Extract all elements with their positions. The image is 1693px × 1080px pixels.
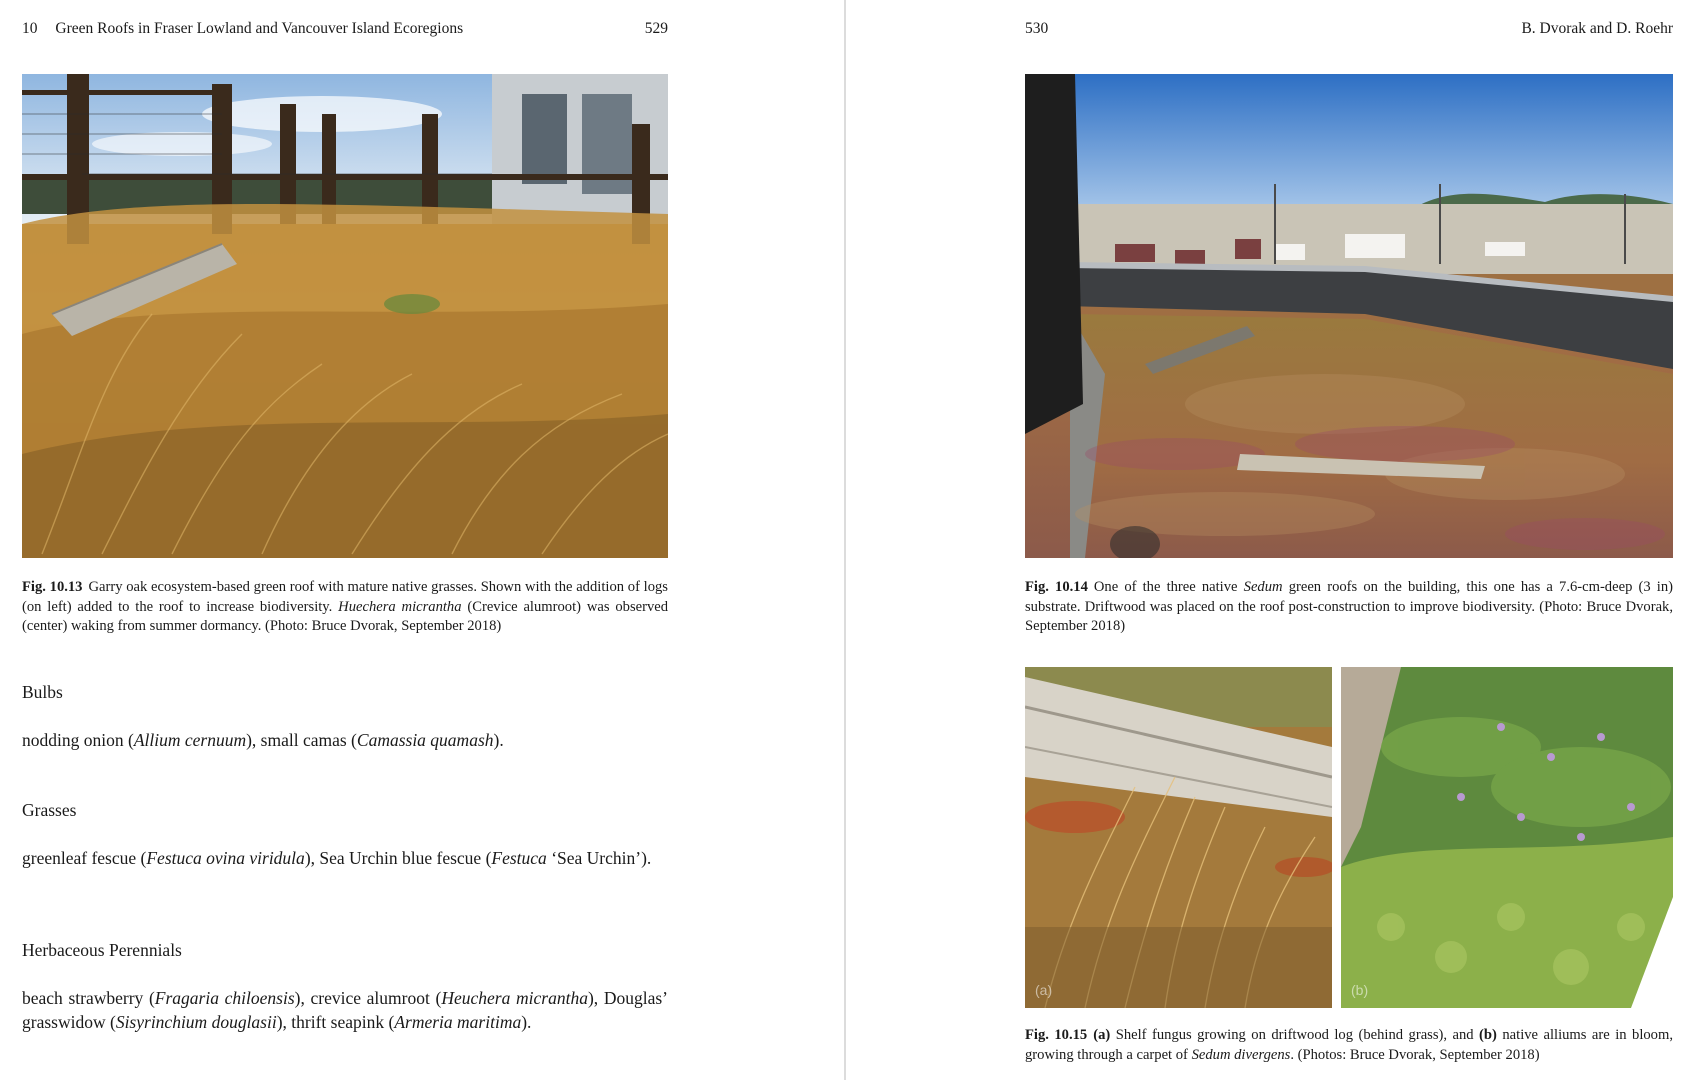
figure-10-15b-photo	[1341, 667, 1673, 1008]
panel-b-tag: (b)	[1351, 982, 1369, 998]
figure-10-14-photo	[1025, 74, 1673, 558]
left-page	[22, 0, 668, 1080]
section-heading-herbaceous-perennials: Herbaceous Perennials	[22, 940, 182, 960]
figure-10-15a-photo	[1025, 667, 1332, 1008]
figure-10-14-caption: Fig. 10.14 One of the three native Sedum green roofs on the building, this one has a 7.6-cm-deep (3 in) substrate. Driftwood was placed on the roof post-construction to improve biodiversity. (Photo: Bruce Dvorak, September 2018)	[1025, 579, 1673, 634]
figure-10-15-caption: Fig. 10.15 (a) Shelf fungus growing on driftwood log (behind grass), and (b) native alliums are in bloom, growing through a carpet of Sedum divergens. (Photos: Bruce Dvorak, September 2018)	[1025, 1027, 1673, 1063]
figure-10-13-caption: Fig. 10.13 Garry oak ecosystem-based green roof with mature native grasses. Shown with the addition of logs (on left) added to the roof to increase biodiversity. Huechera micrantha (Crevice alumroot) was observed (center) waking from summer dormancy. (Photo: Bruce Dvorak, September 2018)	[22, 579, 669, 634]
figure-10-14-label: Fig. 10.14	[1025, 579, 1088, 595]
running-title: Green Roofs in Fraser Lowland and Vancouver Island Ecoregions	[55, 20, 464, 37]
page-gutter	[844, 0, 846, 1080]
section-heading-bulbs: Bulbs	[22, 682, 63, 702]
grasses-text: greenleaf fescue (Festuca ovina viridula), Sea Urchin blue fescue (Festuca ‘Sea Urchin’).	[22, 848, 652, 868]
right-page-number: 530	[1025, 20, 1049, 37]
figure-10-15-label: Fig. 10.15	[1025, 1027, 1088, 1043]
right-page	[1025, 0, 1673, 1080]
right-running-head	[1025, 20, 1673, 38]
figure-10-13-label: Fig. 10.13	[22, 579, 83, 595]
perennials-text: beach strawberry (Fragaria chiloensis), crevice alumroot (Heuchera micrantha), Douglas’ grasswidow (Sisyrinchium douglasii), thrift seapink (Armeria maritima).	[22, 988, 668, 1032]
panel-a-tag: (a)	[1035, 982, 1053, 998]
section-heading-grasses: Grasses	[22, 800, 77, 820]
chapter-number: 10	[22, 20, 38, 37]
left-page-number: 529	[644, 20, 668, 37]
running-authors: B. Dvorak and D. Roehr	[1521, 20, 1673, 37]
figure-10-13-photo	[22, 74, 668, 558]
left-running-head	[22, 20, 668, 38]
bulbs-text: nodding onion (Allium cernuum), small camas (Camassia quamash).	[22, 730, 504, 750]
